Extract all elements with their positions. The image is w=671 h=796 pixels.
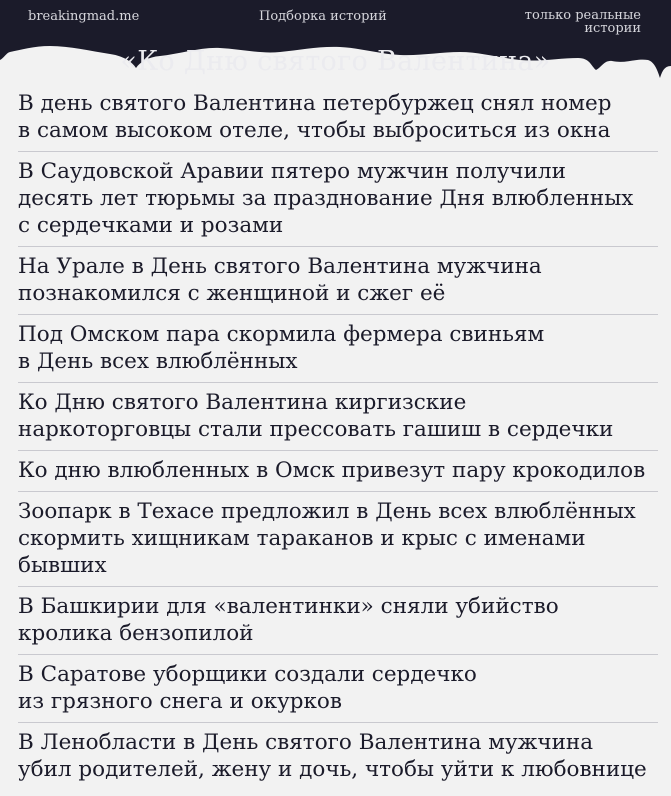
story-list	[18, 90, 658, 796]
story-item: В Саудовской Аравии пятеро мужчин получили десять лет тюрьмы за празднование Дня влюбленных с сердечками и розами	[18, 158, 658, 247]
story-item: В Ленобласти в День святого Валентина мужчина убил родителей, жену и дочь, чтобы уйти к любовнице	[18, 730, 647, 782]
story-item: Ко Дню святого Валентина киргизские наркоторговцы стали прессовать гашиш в сердечки	[18, 389, 658, 451]
section-label: Подборка историй	[259, 9, 387, 24]
story-item: В Саратове уборщики создали сердечко из грязного снега и окурков	[18, 661, 658, 723]
story-item: В день святого Валентина петербуржец снял номер в самом высоком отеле, чтобы выброситься из окна	[18, 90, 658, 152]
story-item: Зоопарк в Техасе предложил в День всех влюблённых скормить хищникам тараканов и крыс с именами бывших	[18, 498, 658, 587]
tagline: только реальные истории	[524, 8, 641, 36]
story-item: Ко дню влюбленных в Омск привезут пару крокодилов	[18, 457, 658, 492]
story-item: На Урале в День святого Валентина мужчина познакомился с женщиной и сжег её	[18, 253, 658, 315]
header	[0, 0, 671, 80]
top-bar	[0, 0, 671, 40]
story-item: В Башкирии для «валентинки» сняли убийство кролика бензопилой	[18, 593, 658, 655]
page-title: «Ко Дню святого Валентина»	[120, 46, 551, 77]
site-name[interactable]: breakingmad.me	[28, 9, 140, 24]
story-item: Под Омском пара скормила фермера свиньям в День всех влюблённых	[18, 321, 658, 383]
